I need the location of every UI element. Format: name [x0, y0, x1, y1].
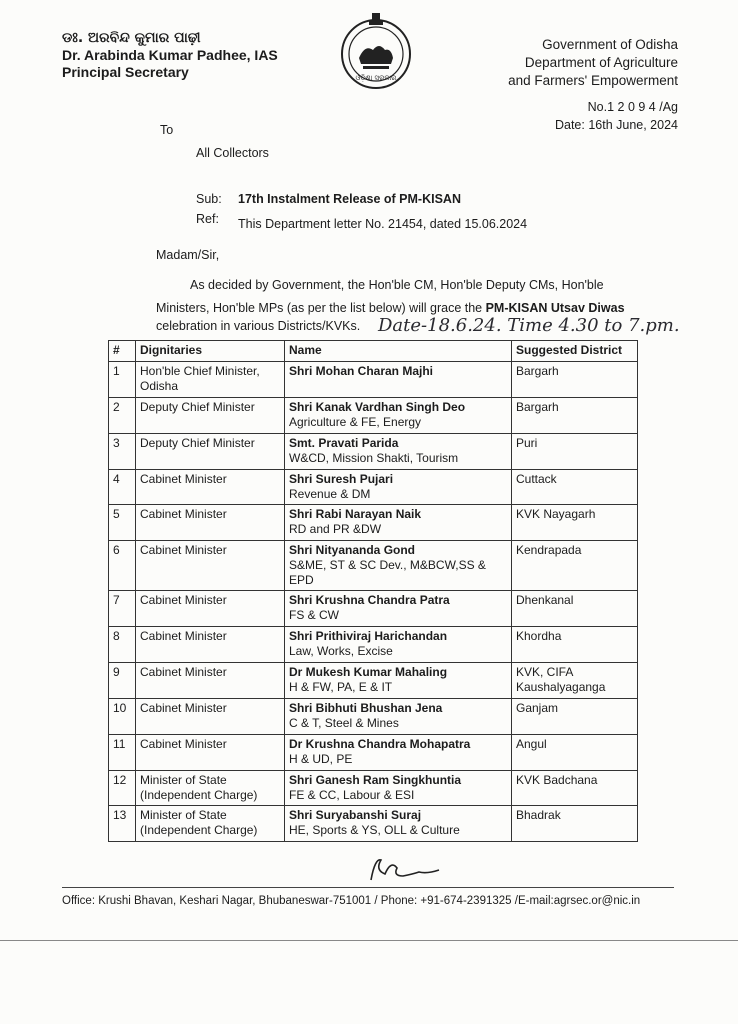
header-dignitaries: Dignitaries [136, 341, 285, 362]
row-portfolio: FE & CC, Labour & ESI [289, 788, 415, 802]
row-portfolio: H & UD, PE [289, 752, 353, 766]
row-dignitary: Minister of State (Independent Charge) [136, 771, 285, 806]
salutation: Madam/Sir, [156, 248, 220, 262]
row-number: 8 [109, 627, 136, 663]
row-district: Khordha [512, 627, 638, 663]
subject-text: 17th Instalment Release of PM-KISAN [238, 192, 461, 206]
table-row [109, 806, 638, 842]
body-line2-text: Ministers, Hon'ble MPs (as per the list below) will grace the [156, 301, 486, 315]
row-dignitary: Minister of State (Independent Charge) [136, 806, 285, 842]
row-dignitary: Deputy Chief Minister [136, 398, 285, 434]
page-edge [0, 940, 738, 941]
body-line1: As decided by Government, the Hon'ble CM, Hon'ble Deputy CMs, Hon'ble [190, 278, 604, 292]
row-number: 11 [109, 735, 136, 771]
row-number: 13 [109, 806, 136, 842]
reference-label: Ref: [196, 212, 219, 226]
emblem-caption: ଓଡ଼ିଶା ସରକାର [355, 74, 397, 82]
row-number: 2 [109, 398, 136, 434]
row-number: 6 [109, 541, 136, 591]
row-number: 5 [109, 505, 136, 541]
row-dignitary: Cabinet Minister [136, 735, 285, 771]
table-row [109, 771, 638, 806]
sender-name: Dr. Arabinda Kumar Padhee, IAS [62, 47, 278, 63]
row-name: Shri Prithiviraj Harichandan [289, 629, 448, 643]
table-row [109, 735, 638, 771]
addressee: All Collectors [196, 146, 269, 160]
row-dignitary: Cabinet Minister [136, 470, 285, 505]
table-header-row [109, 341, 638, 362]
odisha-state-emblem-icon [335, 10, 417, 92]
row-district: Cuttack [512, 470, 638, 505]
row-number: 10 [109, 699, 136, 735]
row-district: Bargarh [512, 398, 638, 434]
row-district: Ganjam [512, 699, 638, 735]
table-body [109, 362, 638, 842]
subject-label: Sub: [196, 192, 222, 206]
row-name: Shri Suryabanshi Suraj [289, 808, 422, 822]
row-district: Kendrapada [512, 541, 638, 591]
row-dignitary: Hon'ble Chief Minister, Odisha [136, 362, 285, 398]
header-name: Name [285, 341, 512, 362]
table-row [109, 398, 638, 434]
row-portfolio: RD and PR &DW [289, 522, 382, 536]
table-row [109, 627, 638, 663]
footer-address: Office: Krushi Bhavan, Keshari Nagar, Bhubaneswar-751001 / Phone: +91-674-2391325 /E-mail:agrsec.or@nic.in [62, 895, 641, 907]
row-name: Shri Nityananda Gond [289, 543, 416, 557]
row-portfolio: Law, Works, Excise [289, 644, 393, 658]
row-dignitary: Cabinet Minister [136, 505, 285, 541]
row-district: Bargarh [512, 362, 638, 398]
reference-text: This Department letter No. 21454, dated 15.06.2024 [238, 217, 528, 231]
office-line3: and Farmers' Empowerment [508, 73, 678, 88]
handwritten-note: Date-18.6.24. Time 4.30 to 7.pm. [378, 315, 680, 336]
row-number: 7 [109, 591, 136, 627]
row-dignitary: Cabinet Minister [136, 541, 285, 591]
signature-icon [365, 850, 445, 888]
table-row [109, 541, 638, 591]
row-name-cell [285, 735, 512, 771]
row-name: Shri Kanak Vardhan Singh Deo [289, 400, 466, 414]
row-name: Dr Krushna Chandra Mohapatra [289, 737, 471, 751]
row-district: Puri [512, 434, 638, 470]
row-dignitary: Cabinet Minister [136, 663, 285, 699]
row-portfolio: Revenue & DM [289, 487, 371, 501]
table-row [109, 470, 638, 505]
table-row [109, 591, 638, 627]
row-name-cell [285, 505, 512, 541]
row-name: Shri Bibhuti Bhushan Jena [289, 701, 443, 715]
sender-block [62, 30, 278, 81]
row-portfolio: Agriculture & FE, Energy [289, 415, 422, 429]
body-line3: celebration in various Districts/KVKs. [156, 319, 361, 333]
row-dignitary: Cabinet Minister [136, 591, 285, 627]
row-portfolio: W&CD, Mission Shakti, Tourism [289, 451, 459, 465]
row-number: 4 [109, 470, 136, 505]
sender-designation: Principal Secretary [62, 64, 189, 80]
row-name: Shri Suresh Pujari [289, 472, 394, 486]
row-dignitary: Cabinet Minister [136, 699, 285, 735]
table-row [109, 505, 638, 541]
row-number: 12 [109, 771, 136, 806]
row-portfolio: HE, Sports & YS, OLL & Culture [289, 823, 460, 837]
header-district: Suggested District [512, 341, 638, 362]
header-no: # [109, 341, 136, 362]
table-row [109, 663, 638, 699]
row-name-cell [285, 663, 512, 699]
row-district: KVK Badchana [512, 771, 638, 806]
row-name-cell [285, 771, 512, 806]
row-name: Dr Mukesh Kumar Mahaling [289, 665, 448, 679]
row-district: Dhenkanal [512, 591, 638, 627]
office-block [508, 36, 678, 134]
row-name-cell [285, 541, 512, 591]
row-district: KVK Nayagarh [512, 505, 638, 541]
row-name: Shri Ganesh Ram Singkhuntia [289, 773, 462, 787]
to-label: To [160, 123, 174, 137]
row-number: 9 [109, 663, 136, 699]
row-portfolio: S&ME, ST & SC Dev., M&BCW,SS & EPD [289, 558, 486, 587]
table-row [109, 362, 638, 398]
row-name-cell [285, 398, 512, 434]
event-name: PM-KISAN Utsav Diwas [485, 301, 625, 315]
row-name: Shri Rabi Narayan Naik [289, 507, 422, 521]
row-name-cell [285, 806, 512, 842]
row-name: Smt. Pravati Parida [289, 436, 399, 450]
letter-number: No.1 2 0 9 4 /Ag [587, 100, 678, 114]
row-portfolio: C & T, Steel & Mines [289, 716, 399, 730]
office-line2: Department of Agriculture [524, 55, 678, 70]
footer-divider [62, 887, 674, 888]
row-name-cell [285, 434, 512, 470]
letter-date: Date: 16th June, 2024 [554, 118, 678, 132]
dignitaries-table [108, 340, 638, 842]
row-district: KVK, CIFA Kaushalyaganga [512, 663, 638, 699]
table-row [109, 699, 638, 735]
office-line1: Government of Odisha [542, 37, 678, 52]
row-district: Bhadrak [512, 806, 638, 842]
row-portfolio: H & FW, PA, E & IT [289, 680, 393, 694]
row-name: Shri Krushna Chandra Patra [289, 593, 450, 607]
table-row [109, 434, 638, 470]
row-dignitary: Cabinet Minister [136, 627, 285, 663]
row-number: 1 [109, 362, 136, 398]
sender-name-odia: ଡଃ. ଅରବିନ୍ଦ କୁମାର ପାଢ଼ୀ [62, 30, 201, 46]
row-name: Shri Mohan Charan Majhi [289, 364, 434, 378]
row-name-cell [285, 362, 512, 398]
row-name-cell [285, 627, 512, 663]
row-name-cell [285, 699, 512, 735]
row-name-cell [285, 591, 512, 627]
row-number: 3 [109, 434, 136, 470]
row-portfolio: FS & CW [289, 608, 339, 622]
row-district: Angul [512, 735, 638, 771]
row-dignitary: Deputy Chief Minister [136, 434, 285, 470]
row-name-cell [285, 470, 512, 505]
